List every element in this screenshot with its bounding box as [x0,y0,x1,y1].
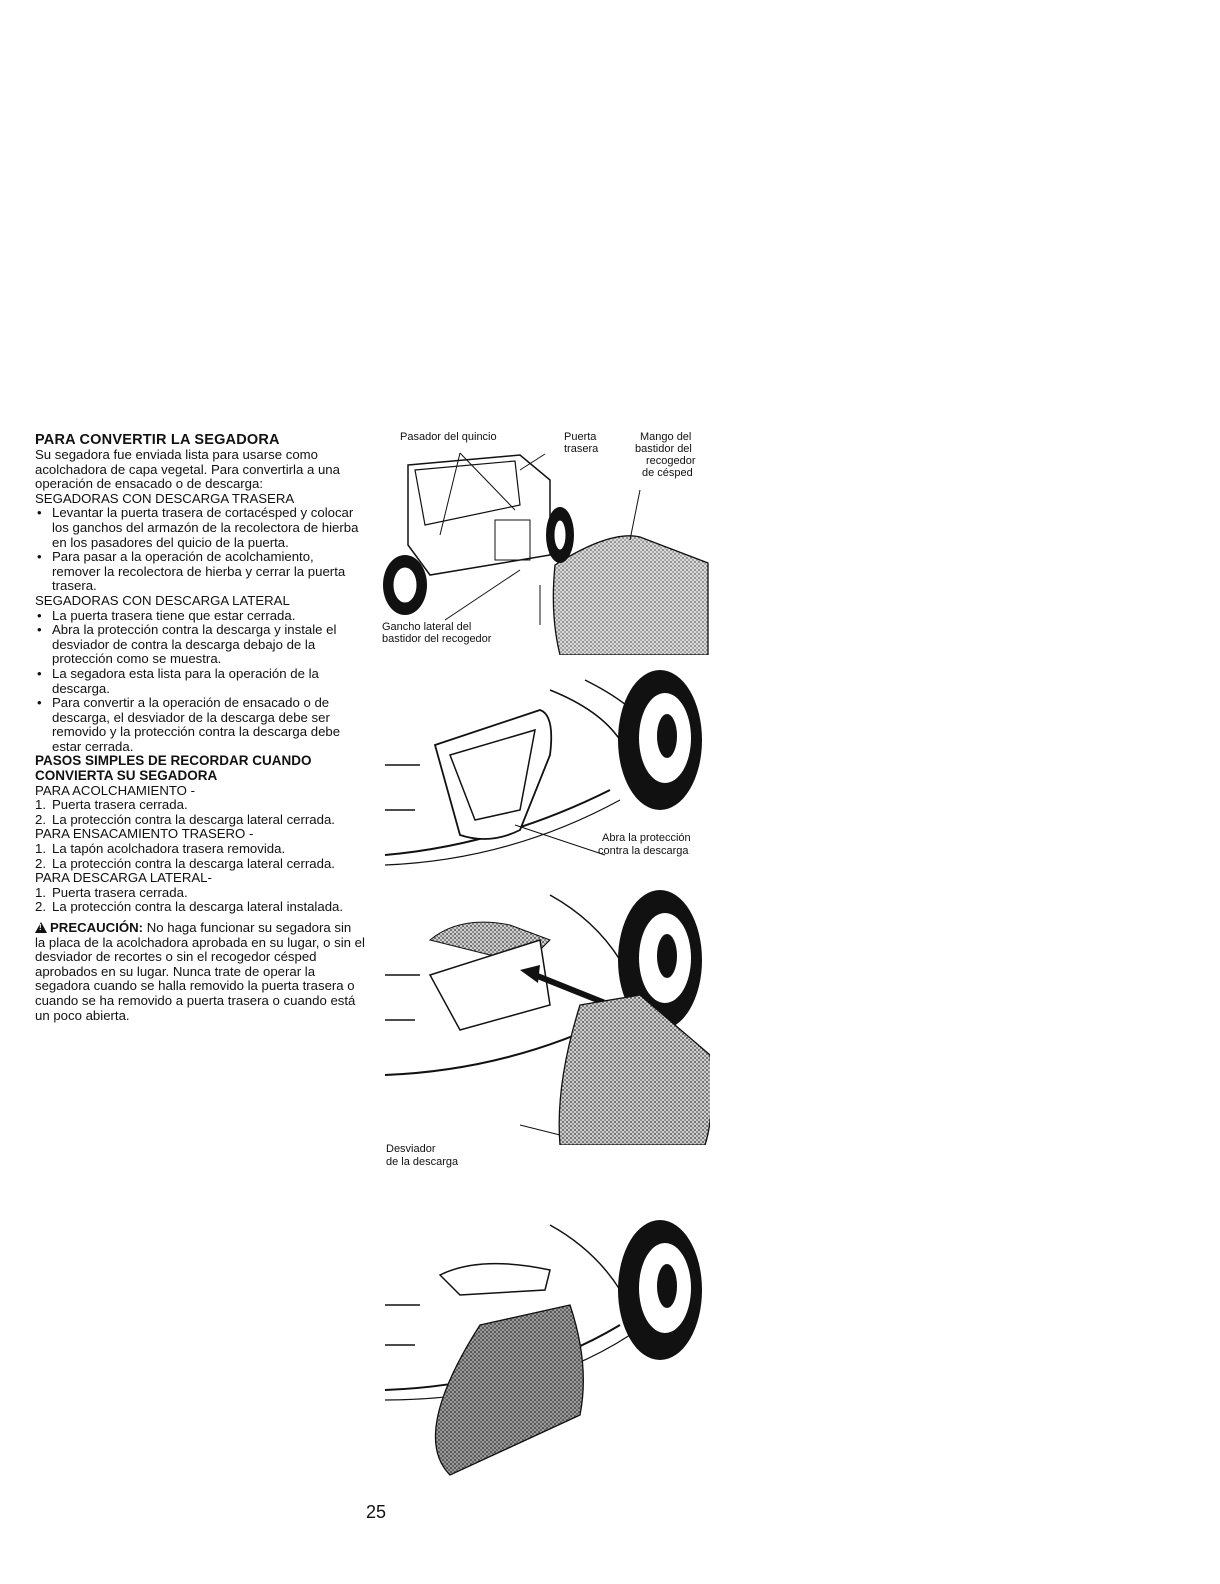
hook-label-2: bastidor del recogedor [382,633,492,645]
steps-heading: PASOS SIMPLES DE RECORDAR CUANDO CONVIERTA SU SEGADORA [35,753,312,784]
list-item: • Para pasar a la operación de acolchamiento, remover la recolectora de hierba y cerrar la puerta trasera. [35,550,365,594]
list-item: 1. Puerta trasera cerrada. [35,884,188,900]
illustrations [370,425,710,1485]
list-item: 2. La protección contra la descarga lateral instalada. [35,899,344,915]
caution-text: No haga funcionar su segadora sin la placa de la acolchadora aprobada en su lugar, o sin el desviador de recortes o sin el recogedor césped aprobados en su lugar. Nunca trate de operar la segadora cuando se halla removido la puerta trasera o cuando se ha removido a puerta trasera o cuando está un poco abierta. [35,920,365,1023]
rear-door-label-2: trasera [564,443,599,455]
rear-bag-list [35,842,365,871]
caution-block [35,921,365,1023]
deflector-installed-illustration [370,1215,710,1485]
rear-discharge-list [35,506,365,594]
deflector-label-1: Desviador [386,1143,436,1155]
list-item: 1. La tapón acolchadora trasera removida. [35,841,286,857]
handle-label-1: Mango del [640,431,692,443]
list-item: • La puerta trasera tiene que estar cerrada. [35,609,365,624]
handle-label-4: de césped [642,467,693,479]
deflector-label-2: de la descarga [386,1156,459,1168]
caution-label: PRECAUCIÓN: [50,920,144,935]
rear-door-label-1: Puerta [564,431,597,443]
hook-label-1: Gancho lateral del [382,621,472,633]
warning-triangle-icon [35,922,47,933]
open-shield-label-2: contra la descarga [598,845,689,857]
side-discharge-steps-list [35,886,365,915]
handle-label-3: recogedor [646,455,696,467]
rear-bag-heading: PARA ENSACAMIENTO TRASERO - [35,826,254,842]
list-item: 2. La protección contra la descarga lateral cerrada. [35,811,335,827]
intro-paragraph: Su segadora fue enviada lista para usarse como acolchadora de capa vegetal. Para convertirla a una operación de ensacado o de descarga: [35,447,340,492]
mulch-list [35,798,365,827]
list-item: • Para convertir a la operación de ensacado o de descarga, el desviador de la descarga debe ser removido y la protección contra la descarga debe estar cerrada. [35,696,365,754]
hinge-pin-label: Pasador del quincio [400,431,497,443]
rear-discharge-heading: SEGADORAS CON DESCARGA TRASERA [35,490,295,506]
side-discharge-steps-heading: PARA DESCARGA LATERAL- [35,870,212,886]
open-shield-label-1: Abra la protección [602,832,691,844]
list-item: • La segadora esta lista para la operación de la descarga. [35,667,365,696]
page-number: 25 [366,1502,387,1522]
list-item: • Levantar la puerta trasera de cortacésped y colocar los ganchos del armazón de la recolectora de hierba en los pasadores del quicio de la puerta. [35,506,365,550]
side-discharge-list [35,609,365,755]
list-item: 1. Puerta trasera cerrada. [35,797,188,813]
handle-label-2: bastidor del [635,443,692,455]
list-item: 2. La protección contra la descarga lateral cerrada. [35,855,335,871]
list-item: • Abra la protección contra la descarga y instale el desviador de contra la descarga debajo de la protección como se muestra. [35,623,365,667]
instructions-column [35,433,365,1023]
page-title: PARA CONVERTIR LA SEGADORA [35,432,280,448]
mulch-heading: PARA ACOLCHAMIENTO - [35,782,195,798]
side-discharge-heading: SEGADORAS CON DESCARGA LATERAL [35,592,290,608]
install-deflector-illustration [370,885,710,1145]
